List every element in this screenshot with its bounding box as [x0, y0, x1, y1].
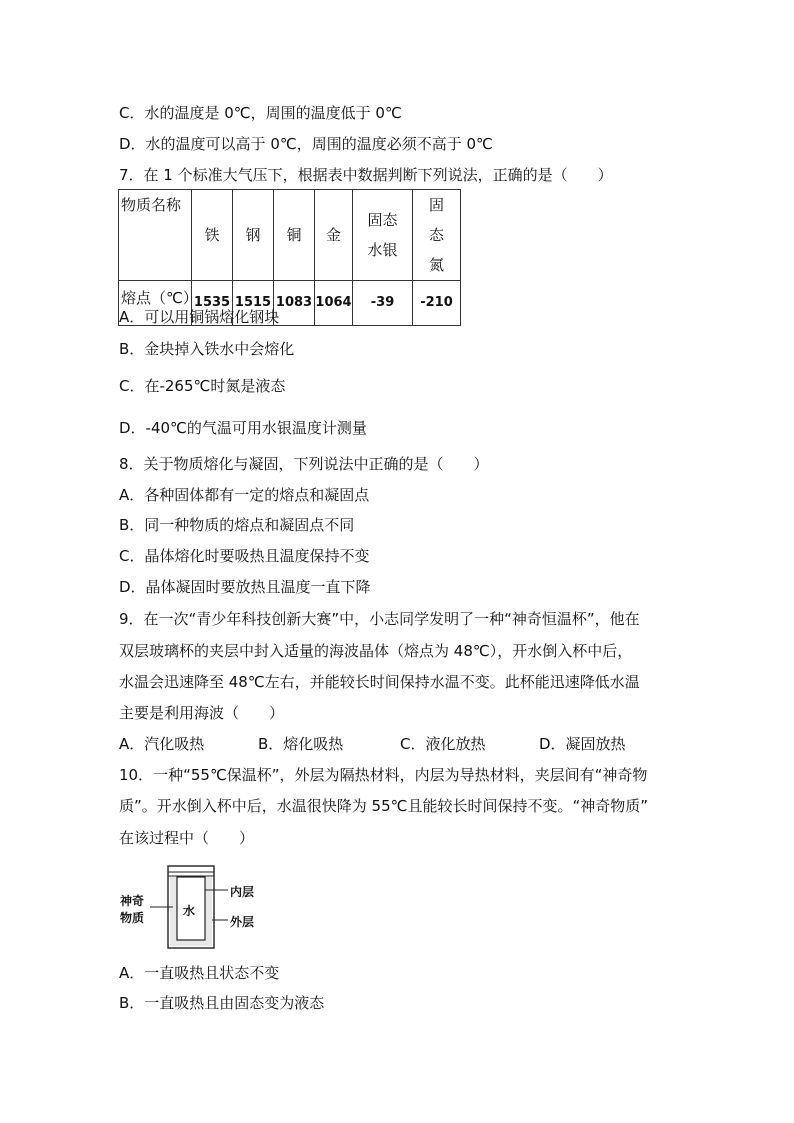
table-cell: 1064: [315, 281, 353, 326]
q8-option-d: D．晶体凝固时要放热且温度一直下降: [119, 578, 371, 596]
table-header-cell: 铁: [192, 190, 233, 281]
table-header-cell: 钢: [233, 190, 274, 281]
table-header-cell: 铜: [274, 190, 315, 281]
magic-substance-label: 神奇: [120, 894, 145, 908]
q8-option-a: A．各种固体都有一定的熔点和凝固点: [119, 486, 370, 504]
water-label: 水: [183, 904, 196, 918]
table-header-row: [119, 190, 461, 281]
table-header-cell: 固态水银: [353, 190, 413, 281]
outer-layer-label: 外层: [230, 915, 255, 929]
thermos-cup-diagram: [120, 862, 280, 952]
q9-options: [119, 734, 626, 754]
question-9-line: 主要是利用海波（ ）: [119, 704, 285, 722]
table-header-cell: 金: [315, 190, 353, 281]
melting-point-table: [118, 189, 461, 326]
question-7: 7．在 1 个标准大气压下，根据表中数据判断下列说法，正确的是（ ）: [119, 166, 613, 184]
question-9-line: 双层玻璃杯的夹层中封入适量的海波晶体（熔点为 48℃），开水倒入杯中后，: [119, 642, 633, 660]
table-cell: -210: [413, 281, 461, 326]
table-cell: 1083: [274, 281, 315, 326]
q7-option-b: B．金块掉入铁水中会熔化: [119, 340, 295, 358]
q10-option-b: B．一直吸热且由固态变为液态: [119, 994, 325, 1012]
table-cell: 1515: [233, 281, 274, 326]
question-10-line: 在该过程中（ ）: [119, 829, 255, 847]
q7-option-a: A．可以用铜锅熔化钢块: [119, 308, 280, 326]
q7-option-d: D．-40℃的气温可用水银温度计测量: [119, 419, 367, 437]
q8-option-c: C．晶体熔化时要吸热且温度保持不变: [119, 547, 370, 565]
table-cell: -39: [353, 281, 413, 326]
magic-substance-label: 物质: [120, 911, 145, 925]
q8-option-b: B．同一种物质的熔点和凝固点不同: [119, 516, 355, 534]
q6-option-d: D．水的温度可以高于 0℃，周围的温度必须不高于 0℃: [119, 135, 493, 153]
question-9-line: 水温会迅速降至 48℃左右，并能较长时间保持水温不变。此杯能迅速降低水温: [119, 673, 640, 691]
table-cell: 1535: [192, 281, 233, 326]
q9-option-d: D．凝固放热: [539, 735, 626, 753]
q10-option-a: A．一直吸热且状态不变: [119, 964, 280, 982]
q7-option-c: C．在-265℃时氮是液态: [119, 377, 286, 395]
q9-option-c: C．液化放热: [400, 735, 486, 753]
question-10-line: 质”。开水倒入杯中后，水温很快降为 55℃且能较长时间保持不变。“神奇物质”: [119, 797, 649, 815]
question-10-line: 10．一种“55℃保温杯”，外层为隔热材料，内层为导热材料，夹层间有“神奇物: [119, 766, 648, 784]
table-header-cell: 固态氮: [413, 190, 461, 281]
question-8: 8．关于物质熔化与凝固，下列说法中正确的是（ ）: [119, 455, 489, 473]
table-row-label: 熔点（℃）: [119, 281, 192, 326]
table-header-cell: 物质名称: [119, 190, 192, 281]
q9-option-a: A．汽化吸热: [119, 735, 205, 753]
q6-option-c: C．水的温度是 0℃，周围的温度低于 0℃: [119, 104, 402, 122]
question-9-line: 9．在一次“青少年科技创新大赛”中，小志同学发明了一种“神奇恒温杯”，他在: [119, 610, 640, 628]
q9-option-b: B．熔化吸热: [258, 735, 344, 753]
inner-layer-label: 内层: [230, 885, 255, 899]
